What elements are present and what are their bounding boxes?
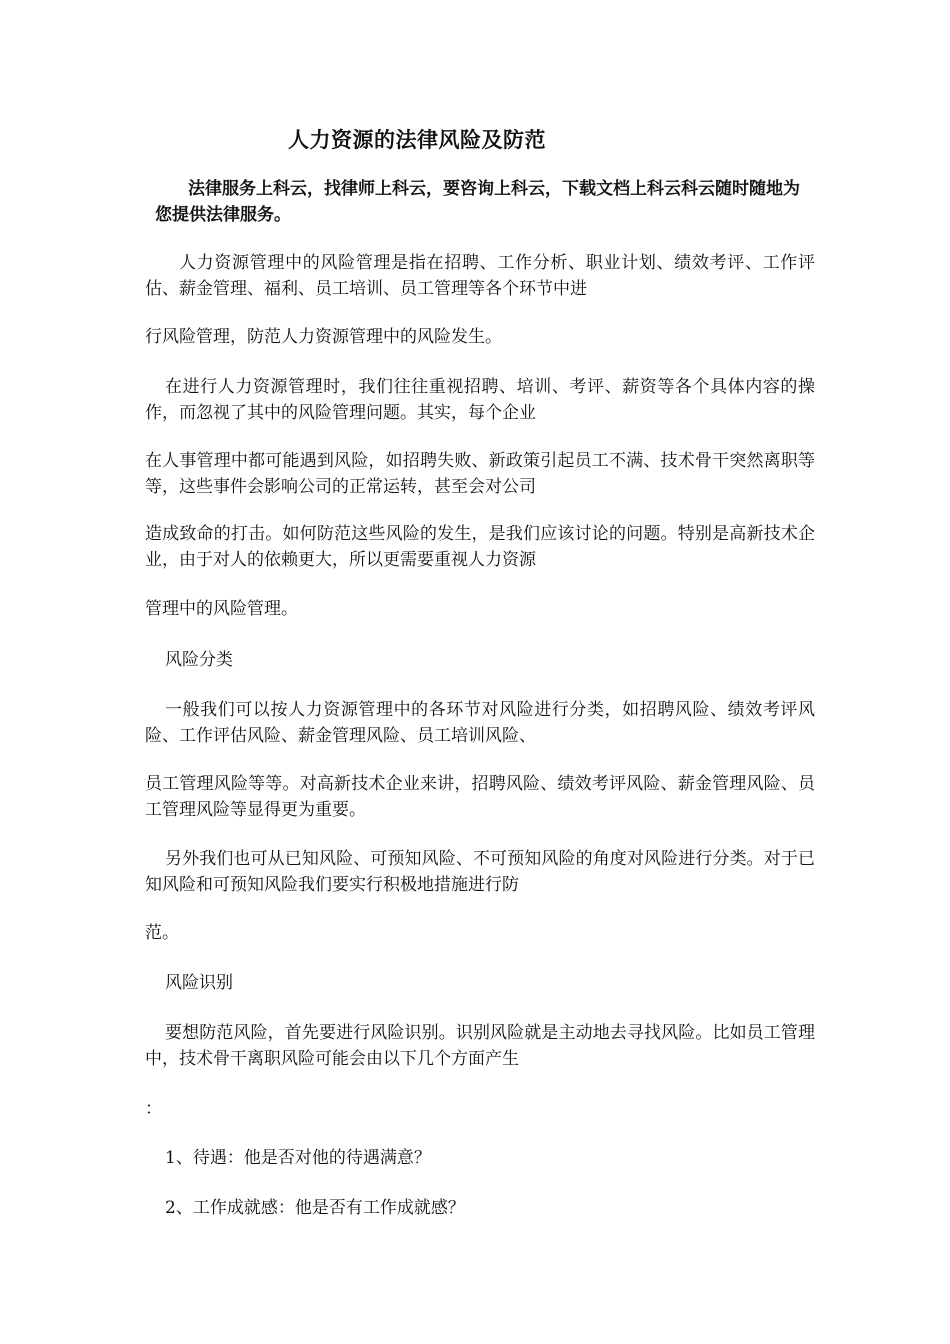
paragraph-2: 行风险管理，防范人力资源管理中的风险发生。 xyxy=(145,327,502,347)
paragraph-6: 管理中的风险管理。 xyxy=(145,599,298,619)
paragraph-11: 要想防范风险，首先要进行风险识别。识别风险就是主动地去寻找风险。比如员工管理中，技术骨干离职风险可能会由以下几个方面产生 xyxy=(145,1023,815,1069)
paragraph-5: 造成致命的打击。如何防范这些风险的发生，是我们应该讨论的问题。特别是高新技术企业，由于对人的依赖更大，所以更需要重视人力资源 xyxy=(145,524,815,570)
paragraph-12: ： xyxy=(145,1099,162,1119)
section-heading-risk-identification: 风险识别 xyxy=(165,973,233,993)
section-heading-risk-classification: 风险分类 xyxy=(165,650,233,670)
list-item-2: 2、工作成就感：他是否有工作成就感？ xyxy=(165,1198,465,1218)
document-title: 人力资源的法律风险及防范 xyxy=(288,127,546,152)
list-item-1: 1、待遇：他是否对他的待遇满意？ xyxy=(165,1148,431,1168)
paragraph-7: 一般我们可以按人力资源管理中的各环节对风险进行分类，如招聘风险、绩效考评风险、工作评估风险、薪金管理风险、员工培训风险、 xyxy=(145,700,815,746)
paragraph-9: 另外我们也可从已知风险、可预知风险、不可预知风险的角度对风险进行分类。对于已知风险和可预知风险我们要实行积极地措施进行防 xyxy=(145,849,815,895)
paragraph-8: 员工管理风险等等。对高新技术企业来讲，招聘风险、绩效考评风险、薪金管理风险、员工管理风险等显得更为重要。 xyxy=(145,774,815,820)
paragraph-1: 人力资源管理中的风险管理是指在招聘、工作分析、职业计划、绩效考评、工作评估、薪金管理、福利、员工培训、员工管理等各个环节中进 xyxy=(145,253,815,299)
paragraph-10: 范。 xyxy=(145,923,179,943)
paragraph-4: 在人事管理中都可能遇到风险，如招聘失败、新政策引起员工不满、技术骨干突然离职等等，这些事件会影响公司的正常运转，甚至会对公司 xyxy=(145,451,815,497)
intro-paragraph: 法律服务上科云，找律师上科云，要咨询上科云，下载文档上科云科云随时随地为您提供法律服务。 xyxy=(155,179,800,225)
paragraph-3: 在进行人力资源管理时，我们往往重视招聘、培训、考评、薪资等各个具体内容的操作，而忽视了其中的风险管理问题。其实，每个企业 xyxy=(145,377,815,423)
